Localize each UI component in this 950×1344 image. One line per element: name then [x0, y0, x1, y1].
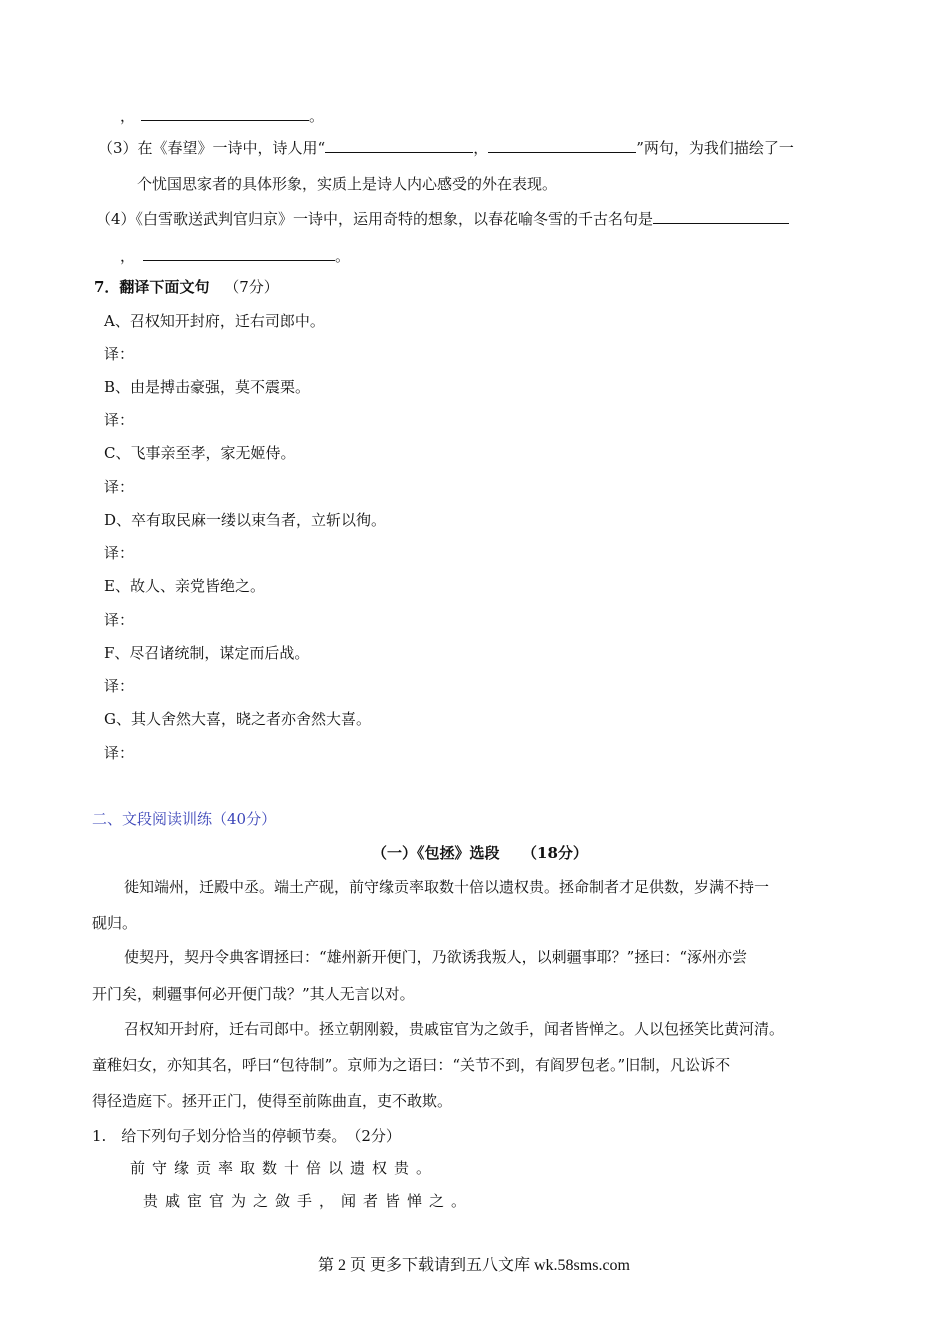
- passage-title: （一）《包拯》选段 （18分）: [372, 844, 588, 862]
- passage-paragraph-2-cont: 开门矣，刺疆事何必开便门哉？”其人无言以对。: [92, 985, 415, 1003]
- passage-paragraph-2: 使契丹，契丹令典客谓拯曰：“雄州新开便门，乃欲诱我叛人，以刺疆事耶？”拯曰：“涿州亦尝: [124, 948, 748, 966]
- passage-paragraph-1-cont: 砚归。: [92, 914, 138, 932]
- passage-paragraph-3-cont: 得径造庭下。拯开正门，使得至前陈曲直，吏不敢欺。: [92, 1092, 453, 1110]
- question-7-heading: [94, 277, 279, 297]
- section-2-heading: 二、文段阅读训练（40分）: [92, 810, 277, 828]
- answer-blank[interactable]: [325, 137, 473, 153]
- translate-item-d: D、卒有取民麻一缕以束刍者，立斩以徇。: [104, 511, 387, 529]
- answer-blank[interactable]: [141, 105, 309, 121]
- passage-paragraph-3-cont: 童稚妇女，亦知其名，呼曰“包待制”。京师为之语曰：“关节不到，有阎罗包老。”旧制，凡讼诉不: [92, 1056, 731, 1074]
- question-7-title: 7．翻译下面文句: [94, 278, 210, 296]
- translate-item-c: C、飞事亲至孝，家无姬侍。: [104, 444, 296, 462]
- pause-sentence-2: 贵戚宦官为之敛手，闻者皆惮之。: [143, 1192, 474, 1210]
- comma-text: ，: [120, 247, 136, 265]
- period-text: 。: [309, 107, 325, 125]
- question-3-line: [98, 137, 794, 158]
- answer-blank[interactable]: [653, 208, 789, 224]
- period-text: 。: [335, 247, 351, 265]
- question-4-line: [96, 208, 789, 229]
- translate-item-f: F、尽召诸统制，谋定而后战。: [104, 644, 310, 662]
- translate-item-e: E、故人、亲党皆绝之。: [104, 577, 265, 595]
- passage-paragraph-1: 徙知端州，迁殿中丞。端土产砚，前守缘贡率取数十倍以遗权贵。拯命制者才足供数，岁满不持一: [124, 878, 770, 896]
- translate-label: 译：: [104, 478, 135, 496]
- q3-separator: ，: [473, 139, 489, 157]
- pause-sentence-1: 前守缘贡率取数十倍以遗权贵。: [130, 1159, 439, 1177]
- translate-item-g: G、其人舍然大喜，晓之者亦舍然大喜。: [104, 710, 371, 728]
- answer-blank[interactable]: [488, 137, 636, 153]
- translate-label: 译：: [104, 677, 135, 695]
- question-3-continuation: 个忧国思家者的具体形象，实质上是诗人内心感受的外在表现。: [137, 175, 558, 193]
- translate-item-b: B、由是搏击豪强，莫不震栗。: [104, 378, 311, 396]
- translate-label: 译：: [104, 345, 135, 363]
- poetry-line-1: [120, 105, 324, 126]
- question-4-continuation: [120, 245, 350, 266]
- translate-label: 译：: [104, 544, 135, 562]
- q4-prompt: （4）《白雪歌送武判官归京》一诗中，运用奇特的想象，以春花喻冬雪的千古名句是: [96, 210, 654, 228]
- translate-label: 译：: [104, 744, 135, 762]
- q3-prompt: （3）在《春望》一诗中，诗人用“: [98, 139, 326, 157]
- question-1-heading: 1. 给下列句子划分恰当的停顿节奏。 （2分）: [92, 1127, 401, 1145]
- q3-prompt-end: ”两句，为我们描绘了一: [636, 139, 794, 157]
- translate-item-a: A、召权知开封府，迁右司郎中。: [104, 312, 325, 330]
- translate-label: 译：: [104, 411, 135, 429]
- translate-label: 译：: [104, 611, 135, 629]
- page-footer: 第 2 页 更多下载请到五八文库 wk.58sms.com: [318, 1257, 631, 1274]
- passage-paragraph-3: 召权知开封府，迁右司郎中。拯立朝刚毅，贵戚宦官为之敛手，闻者皆惮之。人以包拯笑比黄河清。: [124, 1020, 785, 1038]
- answer-blank[interactable]: [143, 245, 335, 261]
- comma-text: ，: [120, 107, 136, 125]
- question-7-score: （7分）: [224, 278, 279, 296]
